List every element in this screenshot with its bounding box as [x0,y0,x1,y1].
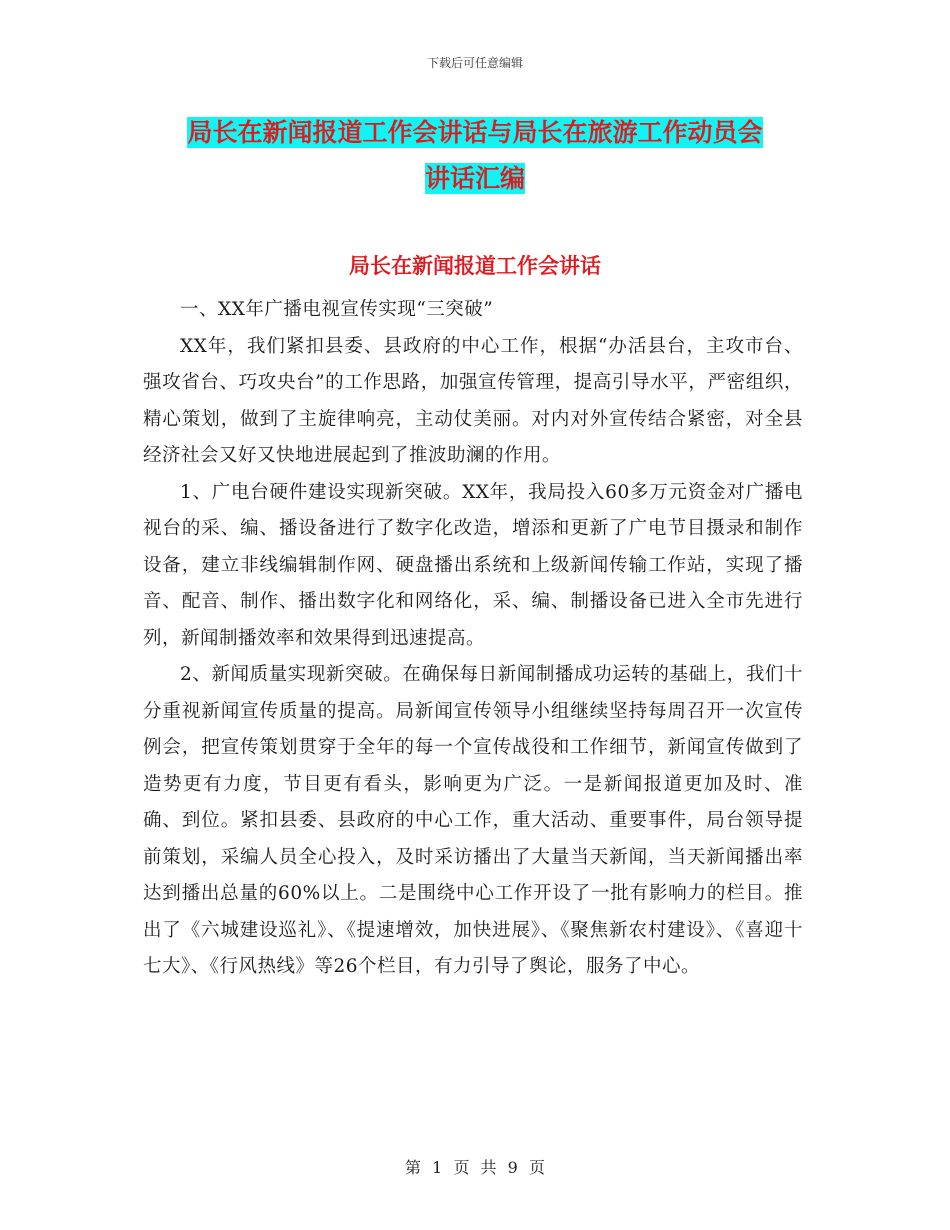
title-line-2: 讲话汇编 [424,164,525,193]
body-text [143,292,803,986]
paragraph-heading: 一、XX年广播电视宣传实现“三突破” [180,299,494,320]
total-pages: 9 [507,1158,518,1177]
total-unit: 页 [528,1158,545,1177]
paragraph: XX年，我们紧扣县委、县政府的中心工作，根据“办活县台，主攻市台、强攻省台、巧攻央台”的工作思路，加强宣传管理，提高引导水平，严密组织，精心策划，做到了主旋律响亮，主动仗美丽。对内对外宣传结合紧密，对全县经济社会又好又快地进展起到了推波助澜的作用。 [143,335,803,466]
page-footer [0,1155,950,1178]
title-line-1: 局长在新闻报道工作会讲话与局长在旅游工作动员会 [187,118,763,147]
document-title [140,110,810,202]
header-note: 下载后可任意编辑 [426,56,523,70]
footer-prefix: 第 [405,1158,422,1177]
page-unit: 页 [453,1158,470,1177]
section-title: 局长在新闻报道工作会讲话 [349,253,601,278]
total-prefix: 共 [480,1158,497,1177]
paragraph: 2、新闻质量实现新突破。在确保每日新闻制播成功运转的基础上，我们十分重视新闻宣传质量的提高。局新闻宣传领导小组继续坚持每周召开一次宣传例会，把宣传策划贯穿于全年的每一个宣传战役和工作细节，新闻宣传做到了造势更有力度，节目更有看头，影响更为广泛。一是新闻报道更加及时、准确、到位。紧扣县委、县政府的中心工作，重大活动、重要事件，局台领导提前策划，采编人员全心投入，及时采访播出了大量当天新闻，当天新闻播出率达到播出总量的60%以上。二是围绕中心工作开设了一批有影响力的栏目。推出了《六城建设巡礼》、《提速增效，加快进展》、《聚焦新农村建设》、《喜迎十七大》、《行风热线》等26个栏目，有力引导了舆论，服务了中心。 [143,664,803,977]
page-number: 1 [432,1158,443,1177]
paragraph: 1、广电台硬件建设实现新突破。XX年，我局投入60多万元资金对广播电视台的采、编、播设备进行了数字化改造，增添和更新了广电节目摄录和制作设备，建立非线编辑制作网、硬盘播出系统和上级新闻传输工作站，实现了播音、配音、制作、播出数字化和网络化，采、编、制播设备已进入全市先进行列，新闻制播效率和效果得到迅速提高。 [143,481,803,649]
